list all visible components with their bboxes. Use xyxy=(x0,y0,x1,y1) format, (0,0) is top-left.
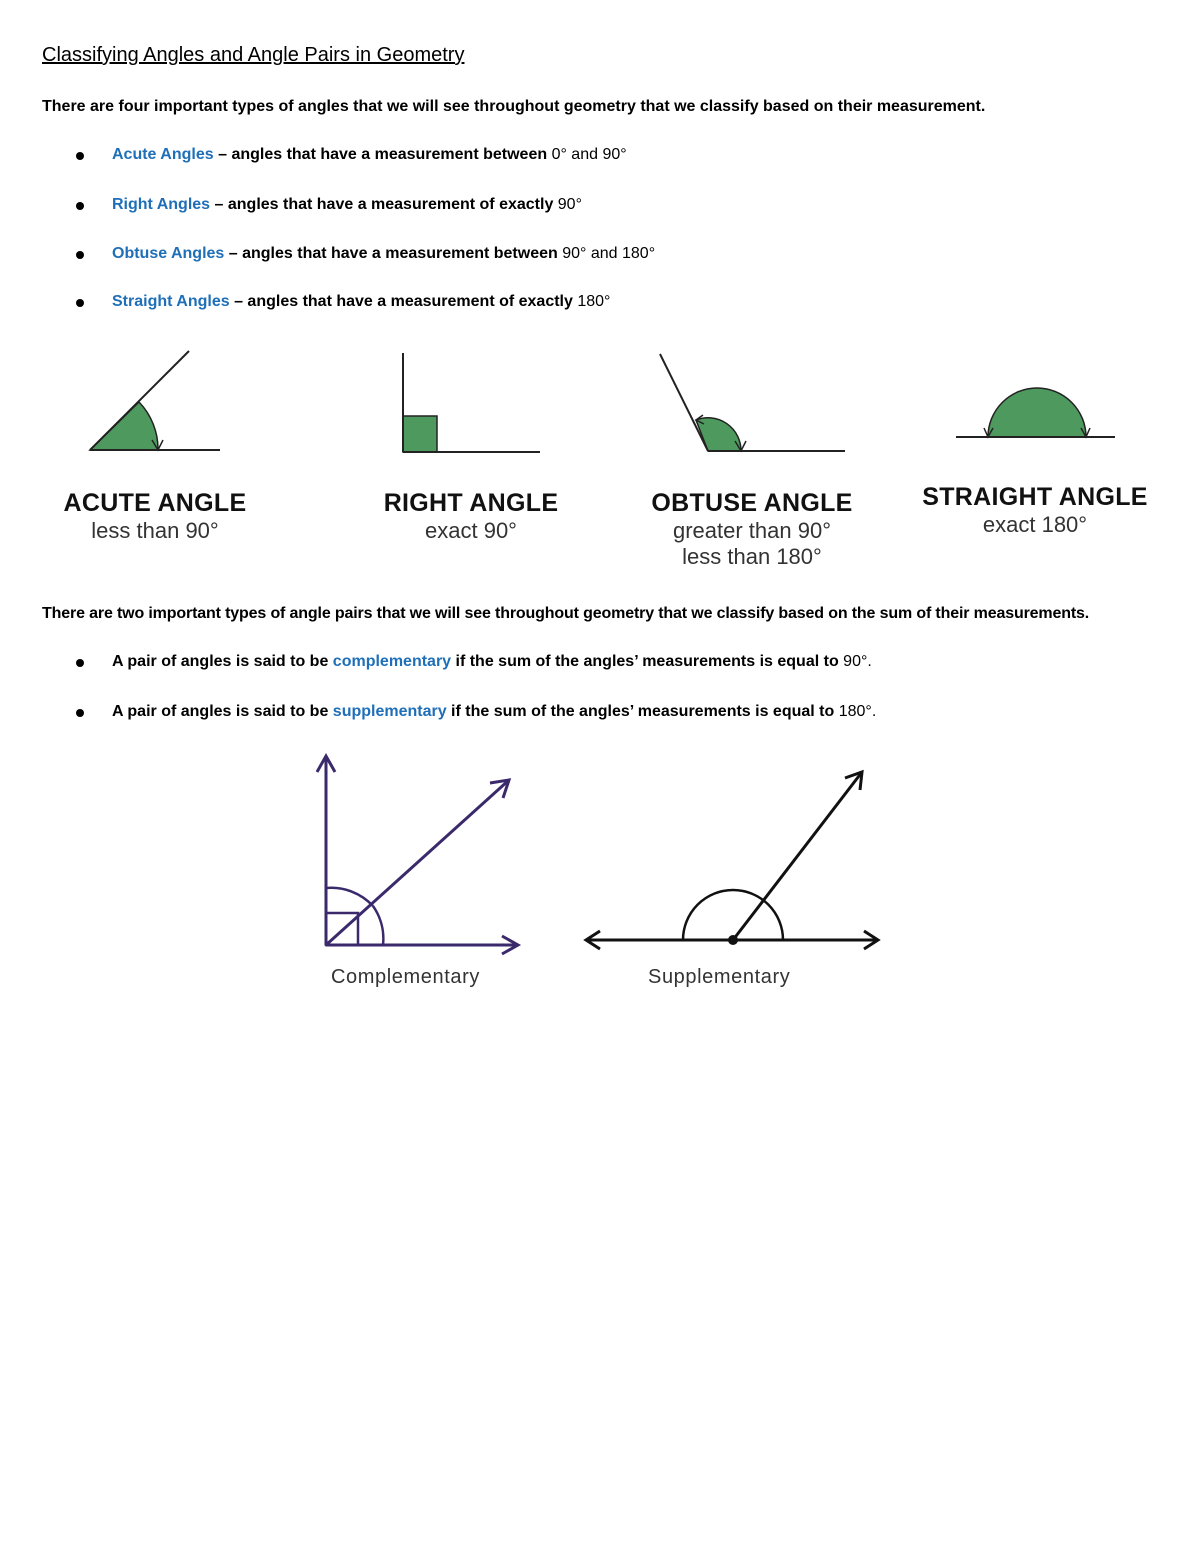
acute-angle-diagram xyxy=(90,351,220,450)
intro-angles: There are four important types of angles that we will see throughout geometry that we classify based on their measurement. xyxy=(42,98,986,115)
bullet-icon xyxy=(76,251,84,259)
term-supplementary: supplementary xyxy=(332,703,447,720)
figure-description: less than 180° xyxy=(682,544,822,569)
list-item-text: if the sum of the angles’ measurements is equal to xyxy=(451,653,844,670)
bullet-icon xyxy=(76,202,84,210)
list-item-text: – angles that have a measurement between xyxy=(213,146,552,163)
term-obtuse: Obtuse Angles xyxy=(112,245,225,262)
supplementary-diagram xyxy=(586,772,878,949)
supplementary-label: Supplementary xyxy=(648,966,791,988)
obtuse-angle-caption xyxy=(622,489,882,570)
list-item-text: A pair of angles is said to be xyxy=(112,653,333,670)
list-item-text: – angles that have a measurement between xyxy=(224,245,563,262)
measure-value: 90° xyxy=(557,196,582,213)
bullet-icon xyxy=(76,299,84,307)
bullet-icon xyxy=(76,709,84,717)
complementary-diagram xyxy=(317,756,518,954)
straight-angle-diagram xyxy=(956,388,1115,437)
list-item-text: A pair of angles is said to be xyxy=(112,703,333,720)
term-acute: Acute Angles xyxy=(112,146,214,163)
figure-title: RIGHT ANGLE xyxy=(383,489,559,517)
measure-value: 90°. xyxy=(843,653,872,670)
angle-pairs-figure xyxy=(0,740,1200,960)
term-straight: Straight Angles xyxy=(112,293,230,310)
figure-description: exact 90° xyxy=(425,518,517,543)
bullet-icon xyxy=(76,659,84,667)
angle-types-figure xyxy=(0,340,1200,470)
bullet-icon xyxy=(76,152,84,160)
right-angle-diagram xyxy=(403,353,540,452)
figure-description: exact 180° xyxy=(982,512,1088,537)
straight-angle-caption xyxy=(905,483,1165,538)
figure-description: greater than 90° xyxy=(672,518,832,543)
right-angle-caption xyxy=(341,489,601,544)
term-right: Right Angles xyxy=(112,196,211,213)
list-item-text: – angles that have a measurement of exactly xyxy=(229,293,578,310)
term-complementary: complementary xyxy=(332,653,452,670)
figure-title: STRAIGHT ANGLE xyxy=(922,483,1148,511)
acute-angle-caption xyxy=(25,489,285,544)
complementary-label: Complementary xyxy=(331,966,480,988)
figure-title: OBTUSE ANGLE xyxy=(651,489,853,517)
measure-value: 180° xyxy=(577,293,611,310)
list-item-text: – angles that have a measurement of exactly xyxy=(210,196,558,213)
intro-pairs: There are two important types of angle pairs that we will see throughout geometry that we classify based on the sum of their measurements. xyxy=(42,605,1090,622)
page-title: Classifying Angles and Angle Pairs in Geometry xyxy=(42,44,465,66)
measure-value: 0° and 90° xyxy=(551,146,627,163)
figure-description: less than 90° xyxy=(91,518,219,543)
figure-title: ACUTE ANGLE xyxy=(63,489,247,517)
list-item-text: if the sum of the angles’ measurements is equal to xyxy=(446,703,839,720)
measure-value: 180°. xyxy=(838,703,877,720)
obtuse-angle-diagram xyxy=(660,354,845,451)
measure-value: 90° and 180° xyxy=(562,245,656,262)
